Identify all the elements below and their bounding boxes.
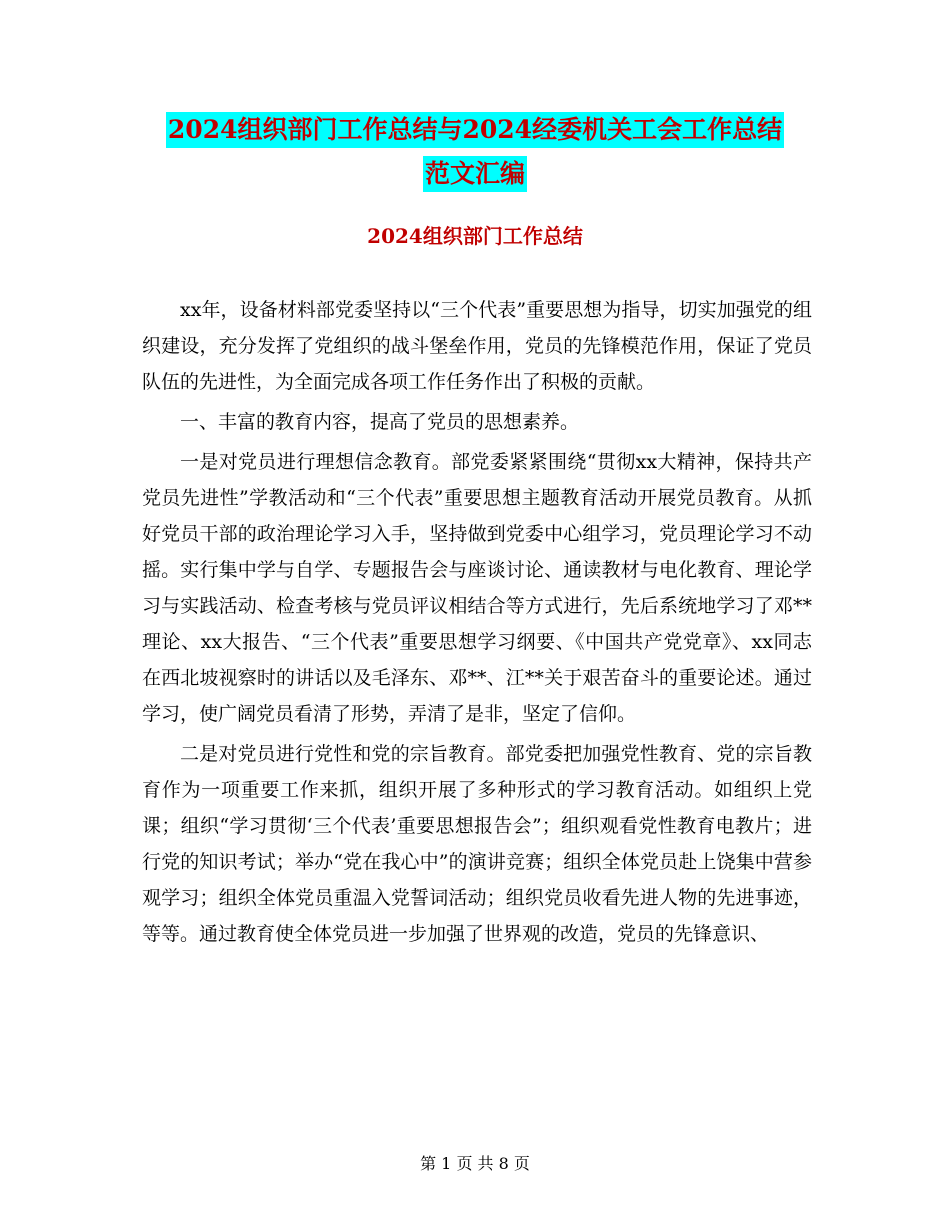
- page-footer: [0, 1152, 950, 1176]
- title-line-1: 2024组织部门工作总结与2024经委机关工会工作总结: [166, 112, 784, 148]
- title-line-2: 范文汇编: [423, 156, 527, 192]
- document-body: [142, 292, 812, 956]
- paragraph: 一是对党员进行理想信念教育。部党委紧紧围绕“贯彻xx大精神，保持共产党员先进性”学教活动和“三个代表”重要思想主题教育活动开展党员教育。从抓好党员干部的政治理论学习入手，坚持做到党委中心组学习，党员理论学习不动摇。实行集中学与自学、专题报告会与座谈讨论、通读教材与电化教育、理论学习与实践活动、检查考核与党员评议相结合等方式进行，先后系统地学习了邓**理论、xx大报告、“三个代表”重要思想学习纲要、《中国共产党党章》、xx同志在西北坡视察时的讲话以及毛泽东、邓**、江**关于艰苦奋斗的重要论述。通过学习，使广阔党员看清了形势，弄清了是非，坚定了信仰。: [142, 451, 812, 725]
- section-title: 2024组织部门工作总结: [367, 224, 583, 248]
- paragraph: 一、丰富的教育内容，提高了党员的思想素养。: [180, 411, 580, 433]
- paragraph: xx年，设备材料部党委坚持以“三个代表”重要思想为指导，切实加强党的组织建设，充分发挥了党组织的战斗堡垒作用，党员的先锋模范作用，保证了党员队伍的先进性，为全面完成各项工作任务作出了积极的贡献。: [142, 299, 812, 393]
- document-title: [0, 112, 950, 192]
- page-number: 第 1 页 共 8 页: [420, 1154, 530, 1173]
- paragraph: 二是对党员进行党性和党的宗旨教育。部党委把加强党性教育、党的宗旨教育作为一项重要工作来抓，组织开展了多种形式的学习教育活动。如组织上党课；组织“学习贯彻‘三个代表’重要思想报告会”；组织观看党性教育电教片；进行党的知识考试；举办“党在我心中”的演讲竞赛；组织全体党员赴上饶集中营参观学习；组织全体党员重温入党誓词活动；组织党员收看先进人物的先进事迹，等等。通过教育使全体党员进一步加强了世界观的改造，党员的先锋意识、: [142, 743, 812, 945]
